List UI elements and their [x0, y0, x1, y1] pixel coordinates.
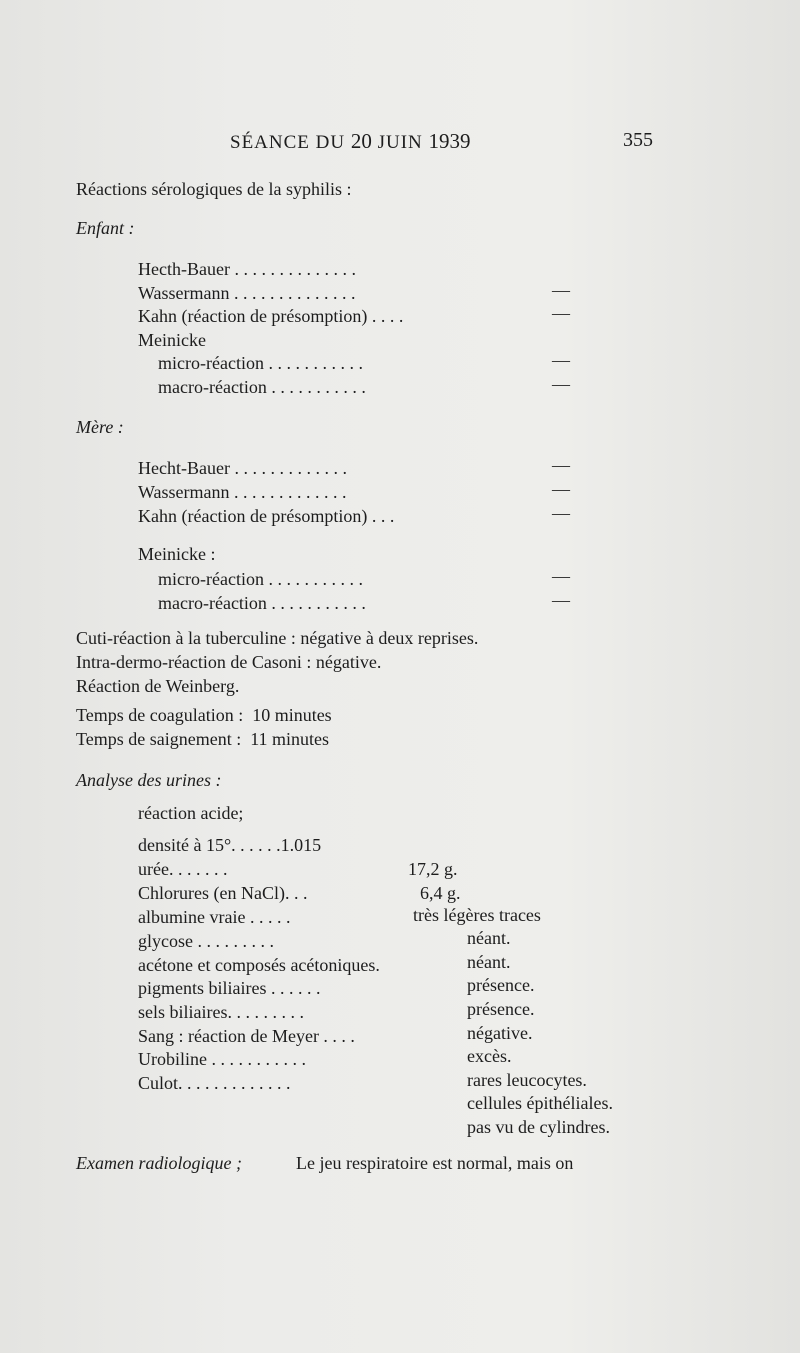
- urine-uree-value: 17,2 g.: [408, 859, 458, 879]
- result-dash: —: [552, 479, 570, 499]
- urine-pigments-label: pigments biliaires . . . . . .: [138, 978, 321, 998]
- result-dash: —: [552, 455, 570, 475]
- result-dash: —: [552, 280, 570, 300]
- page-number: 355: [623, 129, 653, 151]
- test-micro-reaction-enfant: micro-réaction . . . . . . . . . . .: [158, 353, 363, 373]
- urine-chlorures-label: Chlorures (en NaCl). . .: [138, 883, 308, 903]
- urine-acetone-value: néant.: [467, 952, 511, 972]
- test-wassermann-enfant: Wassermann . . . . . . . . . . . . . .: [138, 283, 356, 303]
- test-kahn-enfant: Kahn (réaction de présomption) . . . .: [138, 306, 404, 326]
- test-meinicke-mere: Meinicke :: [138, 544, 216, 564]
- urine-culot-value-1: rares leucocytes.: [467, 1070, 587, 1090]
- urine-sels-label: sels biliaires. . . . . . . . .: [138, 1002, 304, 1022]
- urine-uree-label: urée. . . . . . .: [138, 859, 228, 879]
- urine-sels-value: présence.: [467, 999, 535, 1019]
- test-micro-reaction-mere: micro-réaction . . . . . . . . . . .: [158, 569, 363, 589]
- urine-culot-value-3: pas vu de cylindres.: [467, 1117, 610, 1137]
- urine-density: densité à 15°. . . . . .1.015: [138, 835, 322, 855]
- result-dash: —: [552, 590, 570, 610]
- urine-albumine-label: albumine vraie . . . . .: [138, 907, 291, 927]
- urine-albumine-value: très légères traces: [413, 905, 541, 925]
- test-hecht-bauer-mere: Hecht-Bauer . . . . . . . . . . . . .: [138, 458, 347, 478]
- urine-culot-label: Culot. . . . . . . . . . . . .: [138, 1073, 291, 1093]
- weinberg-reaction-line: Réaction de Weinberg.: [76, 676, 240, 696]
- cuti-reaction-line: Cuti-réaction à la tuberculine : négative à deux reprises.: [76, 628, 479, 648]
- header-title: SÉANCE DU 20 JUIN 1939: [230, 129, 471, 153]
- result-dash: —: [552, 566, 570, 586]
- subheading-enfant: Enfant :: [76, 218, 135, 238]
- test-macro-reaction-mere: macro-réaction . . . . . . . . . . .: [158, 593, 366, 613]
- result-dash: —: [552, 503, 570, 523]
- intra-dermo-reaction-line: Intra-dermo-réaction de Casoni : négative.: [76, 652, 382, 672]
- urine-sang-value: négative.: [467, 1023, 533, 1043]
- test-wassermann-mere: Wassermann . . . . . . . . . . . . .: [138, 482, 347, 502]
- subheading-radiology: Examen radiologique ;: [76, 1153, 242, 1173]
- urine-reaction: réaction acide;: [138, 803, 244, 823]
- urine-pigments-value: présence.: [467, 975, 535, 995]
- urine-urobiline-value: excès.: [467, 1046, 512, 1066]
- test-kahn-mere: Kahn (réaction de présomption) . . .: [138, 506, 395, 526]
- subheading-mere: Mère :: [76, 417, 124, 437]
- result-dash: —: [552, 374, 570, 394]
- test-meinicke-enfant: Meinicke: [138, 330, 206, 350]
- coagulation-time-line: Temps de coagulation : 10 minutes: [76, 705, 332, 725]
- result-dash: —: [552, 350, 570, 370]
- section-heading-syphilis: Réactions sérologiques de la syphilis :: [76, 179, 352, 199]
- urine-sang-label: Sang : réaction de Meyer . . . .: [138, 1026, 355, 1046]
- radiology-text: Le jeu respiratoire est normal, mais on: [296, 1153, 574, 1173]
- bleeding-time-line: Temps de saignement : 11 minutes: [76, 729, 330, 749]
- subheading-urine-analysis: Analyse des urines :: [76, 770, 222, 790]
- urine-glycose-label: glycose . . . . . . . . .: [138, 931, 274, 951]
- test-hecth-bauer: Hecth-Bauer . . . . . . . . . . . . . .: [138, 259, 356, 279]
- urine-culot-value-2: cellules épithéliales.: [467, 1093, 613, 1113]
- urine-chlorures-value: 6,4 g.: [420, 883, 461, 903]
- running-header: [0, 129, 800, 159]
- urine-acetone-label: acétone et composés acétoniques.: [138, 955, 380, 975]
- result-dash: —: [552, 303, 570, 323]
- test-macro-reaction-enfant: macro-réaction . . . . . . . . . . .: [158, 377, 366, 397]
- urine-glycose-value: néant.: [467, 928, 511, 948]
- urine-urobiline-label: Urobiline . . . . . . . . . . .: [138, 1049, 306, 1069]
